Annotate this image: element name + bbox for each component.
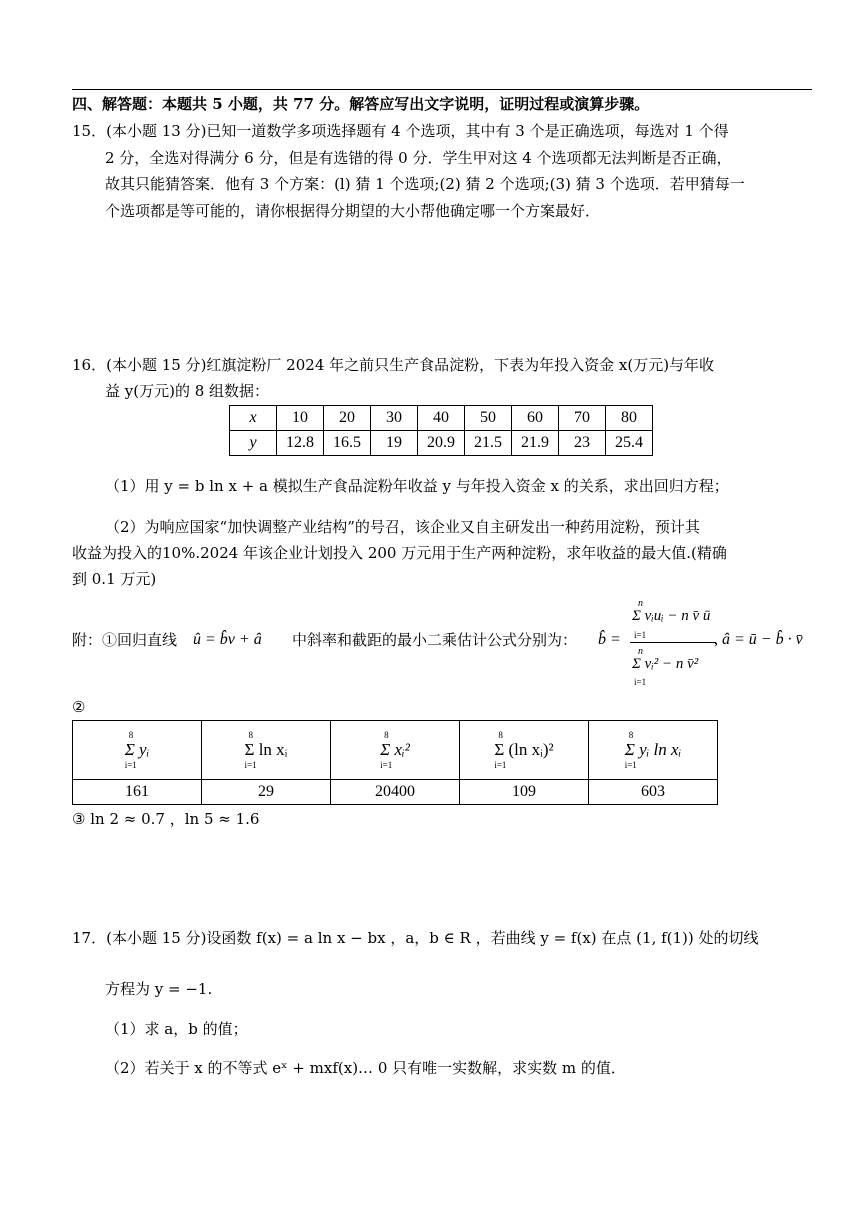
- stats-table: [72, 720, 718, 805]
- x-cell: 20: [324, 406, 371, 431]
- numerator-sum-lower: i=1: [634, 630, 647, 640]
- stats-value-cell: 109: [460, 780, 589, 805]
- stats-value-row: [73, 780, 718, 805]
- q17-line-1: 17．(本小题 15 分)设函数 f(x) = a ln x − bx ，a，b ∈ R ，若曲线 y = f(x) 在点 (1, f(1)) 处的切线: [72, 929, 759, 947]
- stats-value-cell: 161: [73, 780, 202, 805]
- sum-y-header: Σ yᵢ: [124, 740, 150, 759]
- appendix-mid-text: 中斜率和截距的最小二乘估计公式分别为：: [292, 631, 578, 649]
- y-cell: 21.5: [465, 431, 512, 456]
- appendix-prefix: 附：①回归直线: [72, 631, 178, 649]
- b-hat-label: b̂ =: [598, 631, 621, 648]
- q17-part-1: （1）求 a，b 的值；: [105, 1020, 248, 1038]
- section-header: 四、解答题：本题共 5 小题，共 77 分。解答应写出文字说明，证明过程或演算步骤。: [72, 95, 650, 113]
- x-cell: 70: [559, 406, 606, 431]
- header-rule: [72, 89, 812, 90]
- stats-header-cell: [73, 721, 202, 780]
- y-row: [230, 431, 653, 456]
- y-cell: 23: [559, 431, 606, 456]
- q15-line-4: 个选项都是等可能的，请你根据得分期望的大小帮他确定哪一个方案最好．: [105, 202, 601, 220]
- sum-lnx2-header: Σ (ln xᵢ)²: [494, 740, 554, 759]
- sum-upper: 8: [128, 730, 134, 740]
- sum-upper: 8: [498, 730, 503, 740]
- stats-value-cell: 20400: [331, 780, 460, 805]
- denominator-sum-lower: i=1: [634, 677, 647, 687]
- x-label-cell: x: [230, 406, 277, 431]
- q15-line-1: 15．(本小题 13 分)已知一道数学多项选择题有 4 个选项，其中有 3 个是正确选项，每选对 1 个得: [72, 122, 729, 140]
- x-cell: 50: [465, 406, 512, 431]
- stats-value-cell: 29: [202, 780, 331, 805]
- stats-value-cell: 603: [589, 780, 718, 805]
- y-cell: 16.5: [324, 431, 371, 456]
- y-label-cell: y: [230, 431, 277, 456]
- y-cell: 21.9: [512, 431, 559, 456]
- sum-upper: 8: [248, 730, 254, 740]
- q17-line-2: 方程为 y = −1.: [105, 980, 213, 998]
- q16-part-2-line-3: 到 0.1 万元): [72, 570, 157, 588]
- denominator: Σ vᵢ² − n v̄²: [632, 656, 699, 672]
- q16-line-1: 16．(本小题 15 分)红旗淀粉厂 2024 年之前只生产食品淀粉，下表为年投入资金 x(万元)与年收: [72, 356, 715, 374]
- y-cell: 25.4: [606, 431, 653, 456]
- q15-line-2: 2 分，全选对得满分 6 分，但是有选错的得 0 分．学生甲对这 4 个选项都无法判断是否正确，: [105, 149, 732, 167]
- sum-x2-header: Σ xᵢ²: [380, 740, 410, 759]
- q16-part-2-line-2: 收益为投入的10%.2024 年该企业计划投入 200 万元用于生产两种淀粉，求年收益的最大值.(精确: [72, 544, 727, 562]
- a-hat-formula: , â = ū − b̂ · v̄: [714, 631, 803, 648]
- numerator-sum-upper: n: [638, 598, 643, 609]
- y-cell: 19: [371, 431, 418, 456]
- x-row: [230, 406, 653, 431]
- b-hat-fraction: [628, 598, 720, 690]
- fraction-bar: [630, 642, 716, 643]
- x-cell: 40: [418, 406, 465, 431]
- sum-lower: i=1: [124, 760, 137, 770]
- denominator-sum-upper: n: [638, 646, 643, 657]
- x-cell: 80: [606, 406, 653, 431]
- sum-upper: 8: [384, 730, 389, 740]
- q16-part-2-line-1: （2）为响应国家“加快调整产业结构”的号召，该企业又自主研发出一种药用淀粉，预计其: [105, 518, 700, 536]
- x-cell: 60: [512, 406, 559, 431]
- stats-header-cell: [589, 721, 718, 780]
- regression-line-formula: û = b̂v + â: [193, 631, 262, 648]
- sum-lower: i=1: [494, 760, 507, 770]
- y-cell: 12.8: [277, 431, 324, 456]
- q16-part-1: （1）用 y = b ln x + a 模拟生产食品淀粉年收益 y 与年投入资金 x 的关系，求出回归方程；: [105, 477, 729, 495]
- stats-header-cell: [460, 721, 589, 780]
- x-cell: 30: [371, 406, 418, 431]
- sum-lower: i=1: [624, 760, 637, 770]
- sum-upper: 8: [628, 730, 634, 740]
- q15-line-3: 故其只能猜答案．他有 3 个方案：(l) 猜 1 个选项;(2) 猜 2 个选项;(3) 猜 3 个选项．若甲猜每一: [105, 175, 745, 193]
- xy-data-table: [229, 405, 653, 456]
- stats-header-cell: [331, 721, 460, 780]
- q16-line-2: 益 y(万元)的 8 组数据：: [105, 382, 270, 400]
- x-cell: 10: [277, 406, 324, 431]
- stats-header-row: [73, 721, 718, 780]
- sum-lower: i=1: [244, 760, 257, 770]
- y-cell: 20.9: [418, 431, 465, 456]
- stats-header-cell: [202, 721, 331, 780]
- note-3-logs: ③ ln 2 ≈ 0.7 ，ln 5 ≈ 1.6: [72, 810, 260, 828]
- numerator: Σ vᵢuᵢ − n v̄ ū: [632, 608, 711, 624]
- sum-ylnx-header: Σ yᵢ ln xᵢ: [624, 740, 682, 759]
- sum-lnx-header: Σ ln xᵢ: [244, 740, 288, 759]
- sum-lower: i=1: [380, 760, 393, 770]
- note-2-marker: ②: [72, 698, 86, 716]
- q17-part-2: （2）若关于 x 的不等式 eˣ + mxf(x)… 0 只有唯一实数解，求实数 m 的值．: [105, 1059, 626, 1077]
